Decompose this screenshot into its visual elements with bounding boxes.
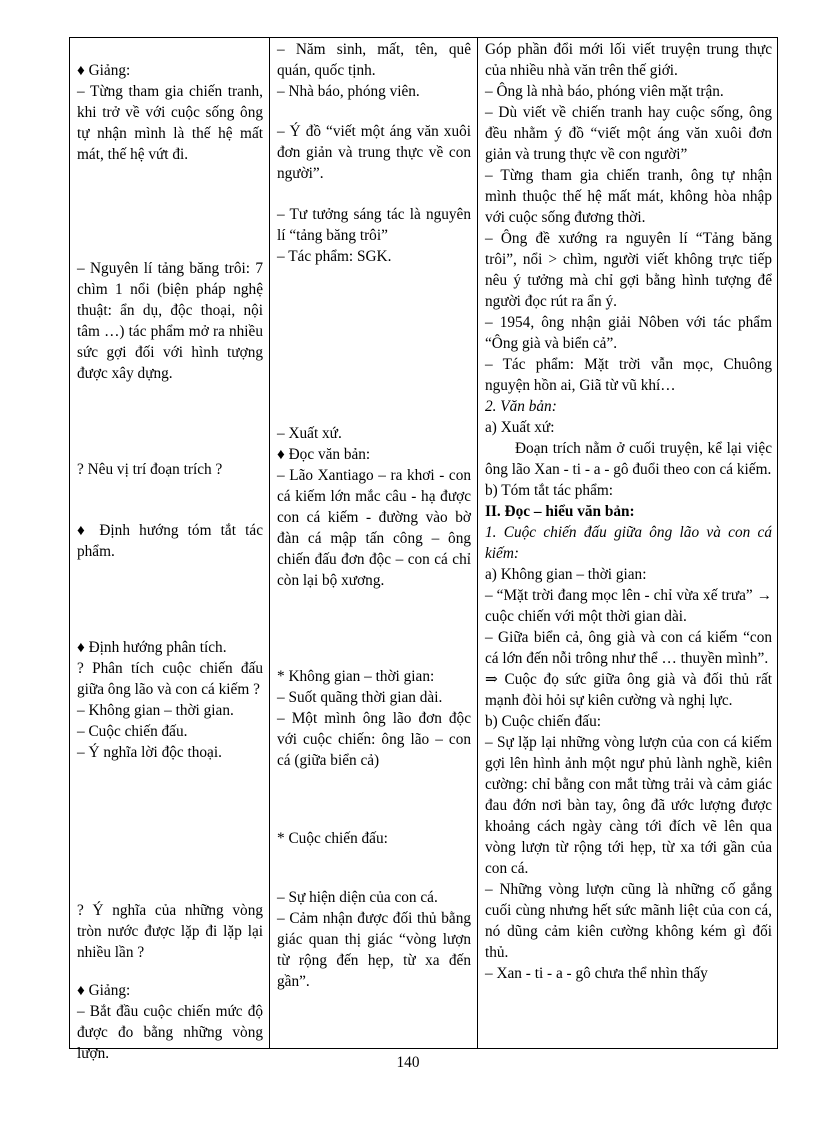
content-paragraph: – Giữa biển cả, ông già và con cá kiếm “con cá lớn đến nỗi trông như thể … thuyền mình”.	[485, 629, 772, 667]
col2-block-principle	[277, 204, 471, 267]
student-activity-column	[270, 38, 478, 1048]
col1-line: ? Nêu vị trí đoạn trích ?	[77, 461, 223, 478]
col2-line: ♦ Đọc văn bản:	[277, 446, 371, 463]
subsection-heading: b) Cuộc chiến đấu:	[485, 713, 601, 730]
col1-line: – Nguyên lí tảng băng trôi: 7 chìm 1 nổi (biện pháp nghệ thuật: ẩn dụ, độc thoại, nội tâm …) tác phẩm mở ra nhiều sức gợi đối với hình tượng được xây dựng.	[77, 260, 263, 382]
col2-line: – Một mình ông lão đơn độc với cuộc chiến: ông lão – con cá (giữa biển cả)	[277, 710, 471, 769]
page-number: 140	[396, 1054, 420, 1071]
col1-line: ♦ Giảng:	[77, 982, 131, 999]
subsection-heading: a) Xuất xứ:	[485, 419, 555, 436]
col1-line: ? Ý nghĩa của những vòng tròn nước được lặp đi lặp lại nhiều lần ?	[77, 902, 263, 961]
content-paragraph: – Xan - ti - a - gô chưa thể nhìn thấy	[485, 965, 708, 982]
col2-line: * Không gian – thời gian:	[277, 668, 435, 685]
content-paragraph: – Sự lặp lại những vòng lượn của con cá kiếm gợi lên hình ảnh một ngư phủ lành nghề, kiên cường: chỉ bằng con mắt từng trải và cảm giác đau đớn nơi bàn tay, ông đã ước lượng được khoảng cách ngày càng tới đích vẽ lên qua vòng lượn từ rộng tới hẹp, từ xa tới gần của con cá.	[485, 734, 772, 877]
col1-line: – Không gian – thời gian.	[77, 702, 234, 719]
col1-block-question-position	[77, 459, 263, 480]
lesson-plan-table	[69, 37, 778, 1062]
col2-block-intent	[277, 121, 471, 184]
content-paragraph: – “Mặt trời đang mọc lên - chỉ vừa xế trưa” → cuộc chiến với một thời gian dài.	[485, 587, 772, 625]
col2-line: – Xuất xứ.	[277, 425, 342, 442]
col1-line: ♦ Định hướng tóm tắt tác phẩm.	[77, 522, 263, 560]
teacher-activity-column	[70, 38, 270, 1062]
content-paragraph: Góp phần đổi mới lối viết truyện trung thực của nhiều nhà văn trên thế giới.	[485, 41, 772, 79]
col2-line: – Lão Xantiago – ra khơi - con cá kiếm lớn mắc câu - hạ được con cá kiếm - đường vào bờ đàn cá mập tấn công – ông chiến đấu đơn độc – con cá chỉ còn lại bộ xương.	[277, 467, 471, 589]
col2-block-presence	[277, 887, 471, 992]
col1-block-analysis	[77, 637, 263, 763]
col2-line: – Suốt quãng thời gian dài.	[277, 689, 443, 706]
col1-line: ♦ Giảng:	[77, 62, 131, 79]
col2-line: – Nhà báo, phóng viên.	[277, 83, 420, 100]
content-paragraph: – Những vòng lượn cũng là những cố gắng cuối cùng nhưng hết sức mãnh liệt của con cá, nó dũng cảm kiên cường không kém gì đối thủ.	[485, 881, 772, 961]
col1-line: – Từng tham gia chiến tranh, khi trở về với cuộc sống ông tự nhận mình là thế hệ mất mát, thế hệ vứt đi.	[77, 83, 263, 163]
col2-line: – Tư tưởng sáng tác là nguyên lí “tảng băng trôi”	[277, 206, 471, 244]
col1-block-lecture-2	[77, 980, 263, 1064]
section-heading-fight: 1. Cuộc chiến đấu giữa ông lão và con cá kiếm:	[485, 524, 772, 562]
subsection-heading: b) Tóm tắt tác phẩm:	[485, 482, 614, 499]
col2-line: – Sự hiện diện của con cá.	[277, 889, 438, 906]
col2-line: – Năm sinh, mất, tên, quê quán, quốc tịnh.	[277, 41, 471, 79]
content-paragraph: Đoạn trích nằm ở cuối truyện, kể lại việc ông lão Xan - ti - a - gô đuổi theo con cá kiếm.	[485, 440, 772, 478]
col1-line: – Bắt đầu cuộc chiến mức độ được đo bằng những vòng lượn.	[77, 1003, 263, 1062]
section-heading-text: 2. Văn bản:	[485, 398, 557, 415]
content-paragraph: – Ông đề xướng ra nguyên lí “Tảng băng trôi”, nổi > chìm, người viết không trực tiếp nêu ý tưởng mà chỉ gợi bằng hình tượng để người đọc rút ra ẩn ý.	[485, 230, 772, 310]
col2-line: – Cảm nhận được đối thủ bằng giác quan thị giác “vòng lượn từ rộng đến hẹp, từ xa đến gần”.	[277, 910, 471, 990]
content-paragraph: ⇒ Cuộc đọ sức giữa ông già và đối thủ rất mạnh đòi hỏi sự kiên cường và nghị lực.	[485, 671, 772, 709]
col2-block-space-time	[277, 666, 471, 771]
col2-block-bio	[277, 39, 471, 102]
content-paragraph: – Từng tham gia chiến tranh, ông tự nhận mình thuộc thế hệ mất mát, không hòa nhập với cuộc sống đương thời.	[485, 167, 772, 226]
col1-line: – Ý nghĩa lời độc thoại.	[77, 744, 222, 761]
subsection-heading: a) Không gian – thời gian:	[485, 566, 647, 583]
content-paragraph: – Tác phẩm: Mặt trời vẫn mọc, Chuông nguyện hồn ai, Giã từ vũ khí…	[485, 356, 772, 394]
col1-block-iceberg	[77, 258, 263, 384]
col1-block-summary	[77, 520, 263, 562]
content-paragraph: – Ông là nhà báo, phóng viên mặt trận.	[485, 83, 724, 100]
col2-block-reading	[277, 423, 471, 591]
col1-block-lecture-1	[77, 60, 263, 165]
col2-line: – Ý đồ “viết một áng văn xuôi đơn giản và trung thực về con người”.	[277, 123, 471, 182]
col1-line: ? Phân tích cuộc chiến đấu giữa ông lão và con cá kiếm ?	[77, 660, 263, 698]
section-heading-reading: II. Đọc – hiểu văn bản:	[485, 503, 635, 520]
content-column	[478, 38, 777, 1048]
content-paragraph: – Dù viết về chiến tranh hay cuộc sống, ông đều nhằm ý đồ “viết một áng văn xuôi đơn giản và trung thực về con người”	[485, 104, 772, 163]
col2-line: * Cuộc chiến đấu:	[277, 830, 388, 847]
col1-block-question-circles	[77, 900, 263, 963]
col2-line: – Tác phẩm: SGK.	[277, 248, 392, 265]
content-paragraph: – 1954, ông nhận giải Nôben với tác phẩm “Ông già và biển cả”.	[485, 314, 772, 352]
col1-line: – Cuộc chiến đấu.	[77, 723, 188, 740]
col2-block-fight	[277, 828, 471, 849]
col1-line: ♦ Định hướng phân tích.	[77, 639, 227, 656]
